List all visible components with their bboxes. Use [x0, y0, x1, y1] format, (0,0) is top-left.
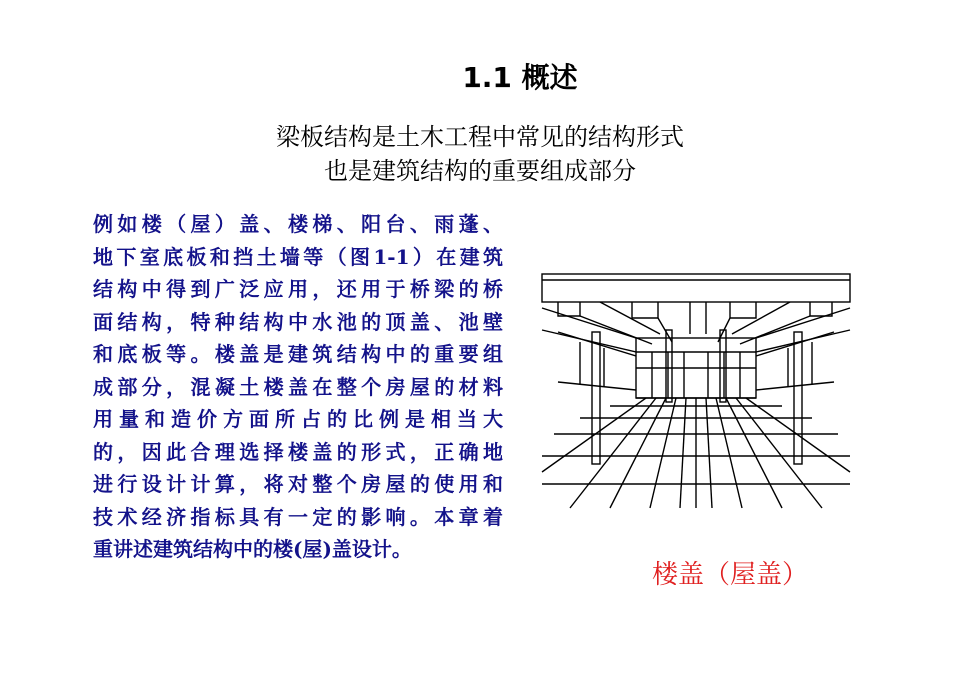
slide-title: 1.1 概述 — [462, 61, 578, 94]
paragraph-line: 的，因此合理选择楼盖的形式，正确地 — [93, 439, 503, 464]
subtitle-line-1: 梁板结构是土木工程中常见的结构形式 — [276, 123, 684, 151]
floor-structure-illustration — [540, 272, 852, 512]
paragraph-line: 进行设计计算，将对整个房屋的使用和 — [93, 472, 503, 496]
paragraph-line: 和底板等。楼盖是建筑结构中的重要组 — [93, 342, 503, 366]
paragraph-line: 例如楼（屋）盖、楼梯、阳台、雨蓬、 — [93, 212, 503, 236]
paragraph-line: 重讲述建筑结构中的楼(屋)盖设计。 — [93, 537, 412, 561]
figure-caption: 楼盖（屋盖） — [652, 560, 809, 590]
subtitle-line-2: 也是建筑结构的重要组成部分 — [324, 157, 636, 185]
paragraph-line: 面结构，特种结构中水池的顶盖、池壁 — [93, 309, 503, 334]
paragraph-line: 地下室底板和挡土墙等（图1-1）在建筑 — [93, 244, 503, 269]
paragraph-line: 结构中得到广泛应用，还用于桥梁的桥 — [93, 277, 503, 301]
paragraph-line: 用量和造价方面所占的比例是相当大 — [93, 407, 503, 431]
body-paragraph — [93, 208, 513, 566]
paragraph-line: 技术经济指标具有一定的影响。本章着 — [93, 504, 503, 529]
paragraph-line: 成部分，混凝土楼盖在整个房屋的材料 — [93, 374, 503, 399]
